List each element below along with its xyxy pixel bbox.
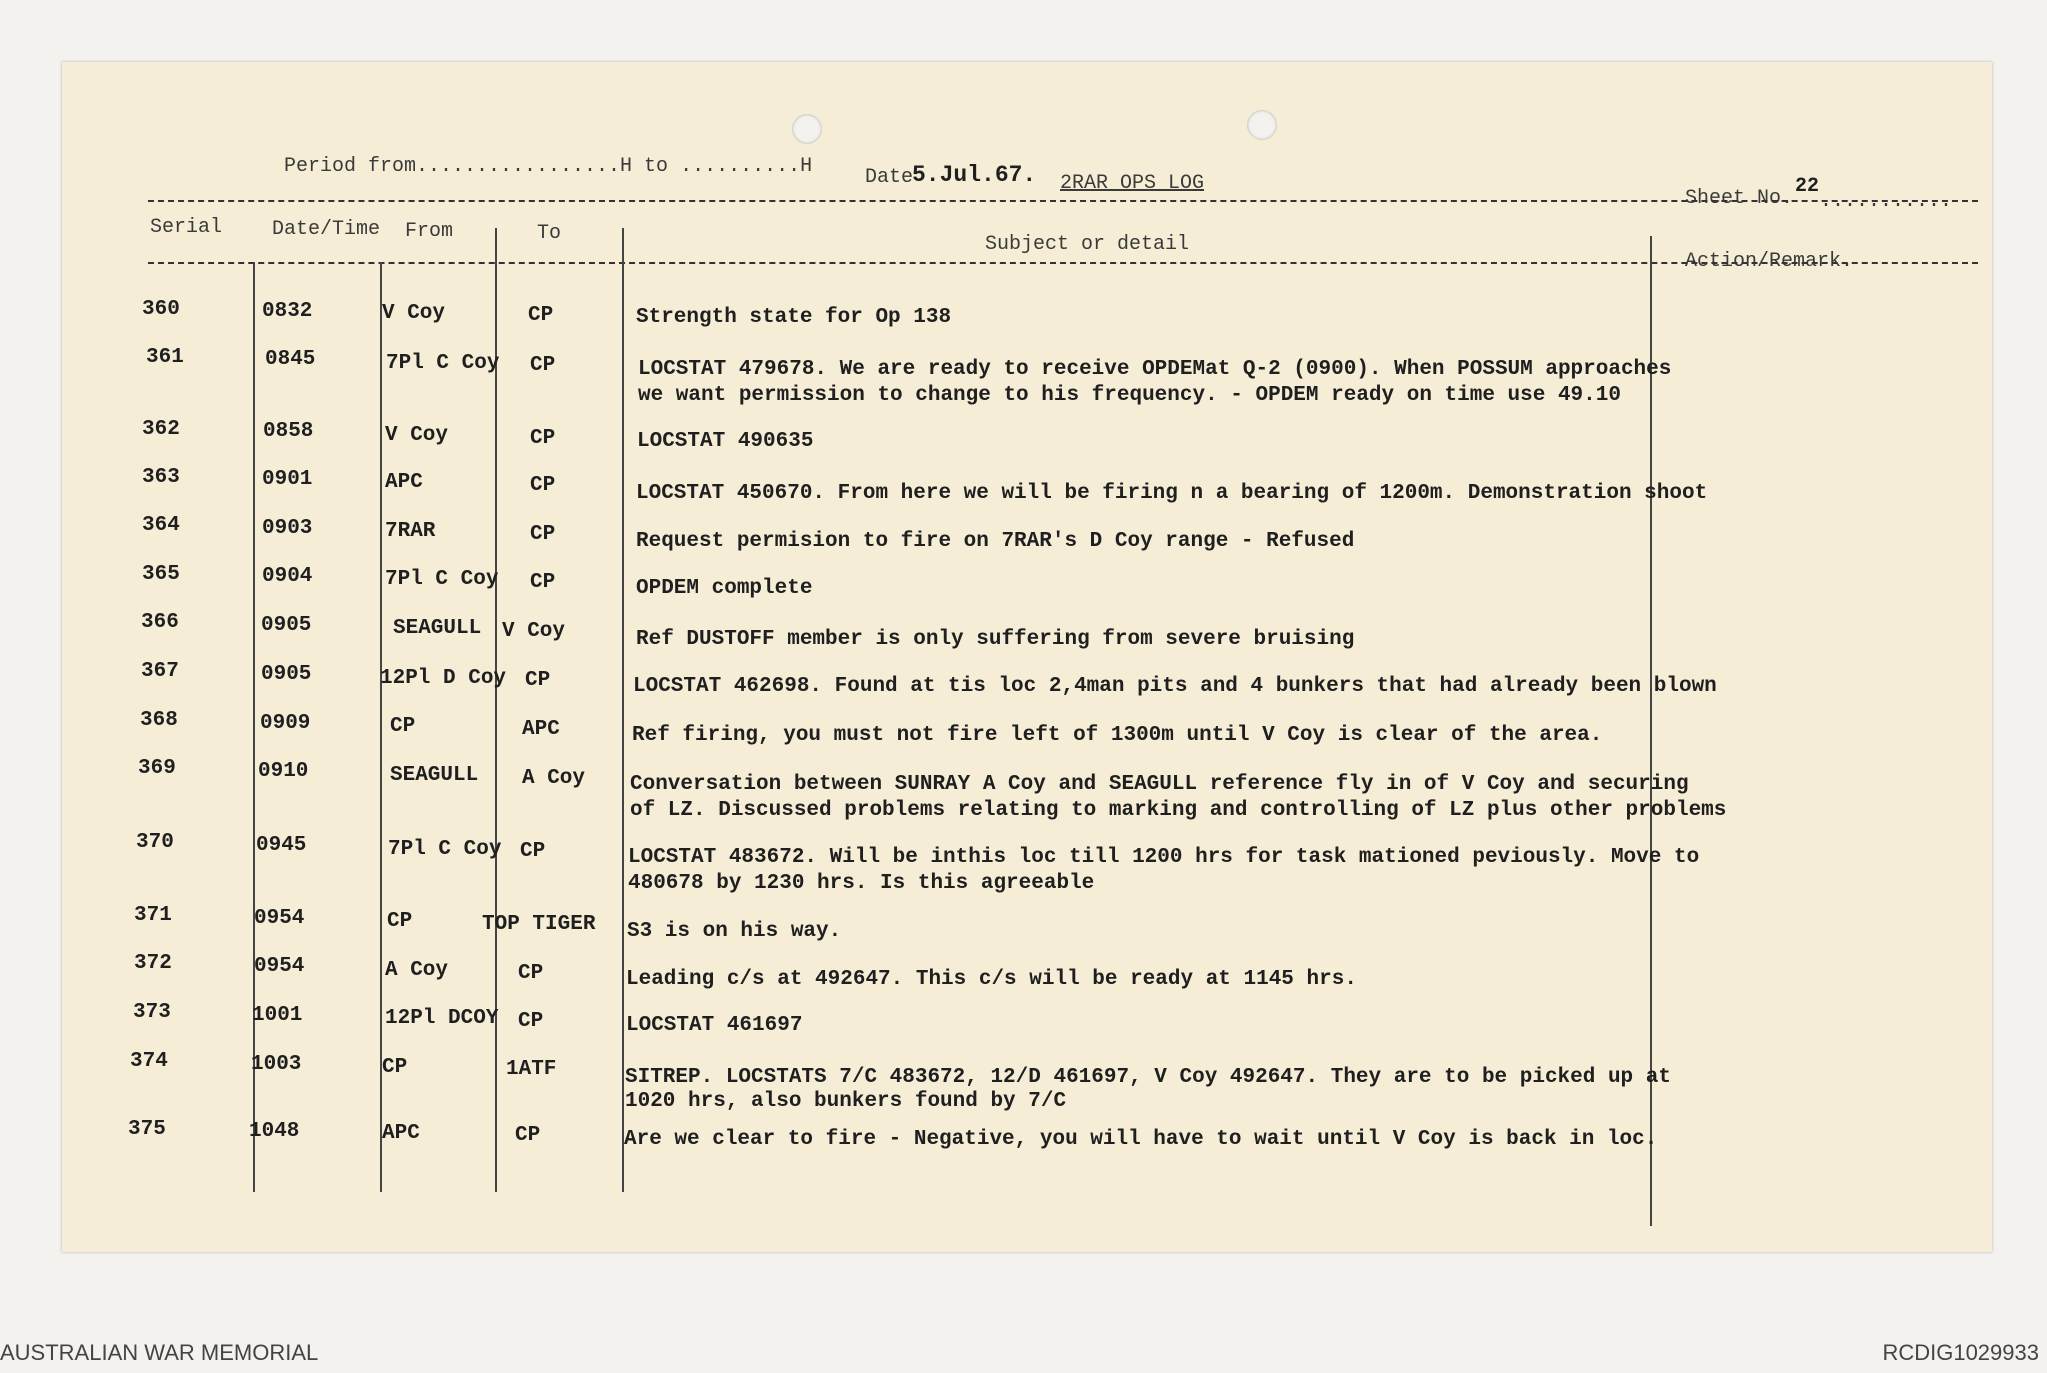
serial: 372 [134,952,172,975]
col-subject: Subject or detail [985,233,1190,256]
serial: 367 [141,660,179,683]
date-value: 5.Jul.67. [912,162,1037,188]
to: TOP TIGER [482,913,596,936]
to: CP [530,427,556,450]
detail-line: LOCSTAT 490635 [637,430,814,453]
from: CP [382,1056,408,1079]
to: CP [518,962,544,985]
to: CP [530,354,556,377]
serial: 363 [142,466,180,489]
time: 0858 [263,420,314,443]
serial: 374 [130,1050,168,1073]
from: V Coy [382,302,446,325]
sheet-label: Sheet No. [1685,187,1794,210]
detail-line: LOCSTAT 479678. We are ready to receive OPDEMat Q-2 (0900). When POSSUM approaches [638,358,1672,381]
detail-line: S3 is on his way. [627,920,842,943]
punch-hole-right [1247,110,1277,140]
detail-line: Ref DUSTOFF member is only suffering from severe bruising [636,628,1355,651]
time: 1003 [251,1053,302,1076]
from: 7Pl C Coy [388,838,502,861]
to: CP [520,840,546,863]
from: V Coy [385,424,449,447]
from: SEAGULL [390,764,479,787]
serial: 362 [142,418,180,441]
time: 0904 [262,565,313,588]
from: 7Pl C Coy [385,568,499,591]
from: CP [387,910,413,933]
detail-line: Leading c/s at 492647. This c/s will be ready at 1145 hrs. [626,968,1357,991]
serial: 364 [142,514,180,537]
divider-to [622,228,624,1192]
period-field: Period from.................H to ..........H [284,155,813,178]
to: CP [525,669,551,692]
from: CP [390,715,416,738]
from: APC [382,1122,420,1145]
serial: 361 [146,346,184,369]
to: CP [528,304,554,327]
from: 7Pl C Coy [386,352,500,375]
time: 0905 [261,663,312,686]
time: 0901 [262,468,313,491]
detail-line: Request permision to fire on 7RAR's D Coy range - Refused [636,530,1355,553]
col-serial: Serial [150,216,223,239]
detail-line: LOCSTAT 450670. From here we will be firing n a bearing of 1200m. Demonstration shoot [636,482,1708,505]
to: V Coy [502,620,566,643]
time: 0945 [256,834,307,857]
detail-line: OPDEM complete [636,577,813,600]
detail-line: Conversation between SUNRAY A Coy and SEAGULL reference fly in of V Coy and securing [630,773,1689,796]
from: APC [385,471,423,494]
to: CP [530,523,556,546]
time: 0954 [254,955,305,978]
footer-institution: AUSTRALIAN WAR MEMORIAL [0,1340,319,1365]
detail-line: of LZ. Discussed problems relating to marking and controlling of LZ plus other problems [630,799,1727,822]
punch-hole-left [792,114,822,144]
time: 0845 [265,348,316,371]
serial: 371 [134,904,172,927]
time: 0954 [254,907,305,930]
time: 0905 [261,614,312,637]
to: A Coy [522,767,586,790]
to: 1ATF [506,1058,557,1081]
from: 12Pl DCOY [385,1007,499,1030]
divider-time [380,262,382,1192]
col-to: To [537,222,562,245]
detail-line: LOCSTAT 462698. Found at tis loc 2,4man pits and 4 bunkers that had already been blown [633,675,1717,698]
time: 0910 [258,760,309,783]
to: CP [530,474,556,497]
serial: 368 [140,709,178,732]
detail-line: SITREP. LOCSTATS 7/C 483672, 12/D 461697, V Coy 492647. They are to be picked up at [625,1066,1671,1089]
serial: 369 [138,757,176,780]
detail-line: LOCSTAT 461697 [626,1014,803,1037]
from: 7RAR [385,520,436,543]
col-from: From [405,220,454,243]
detail-line: Ref firing, you must not fire left of 1300m until V Coy is clear of the area. [632,724,1603,747]
serial: 375 [128,1118,166,1141]
detail-line: Strength state for Op 138 [636,306,952,329]
header-rule-bottom [148,262,1978,264]
serial: 365 [142,563,180,586]
serial: 370 [136,831,174,854]
detail-line: LOCSTAT 483672. Will be inthis loc till 1200 hrs for task mationed peviously. Move to [628,846,1700,869]
to: APC [522,718,560,741]
time: 1048 [249,1120,300,1143]
serial: 373 [133,1001,171,1024]
to: CP [518,1010,544,1033]
time: 0832 [262,300,313,323]
log-title: 2RAR OPS LOG [1060,172,1205,195]
serial: 360 [142,298,180,321]
header-rule-top [148,200,1978,202]
to: CP [515,1124,541,1147]
time: 1001 [252,1004,303,1027]
detail-line: we want permission to change to his frequency. - OPDEM ready on time use 49.10 [638,384,1621,407]
footer-id: RCDIG1029933 [1882,1340,2039,1365]
date-label: Date [865,166,914,189]
detail-line: 480678 by 1230 hrs. Is this agreeable [628,872,1095,895]
from: A Coy [385,959,449,982]
sheet-dots: ........... [1820,190,1953,213]
time: 0903 [262,517,313,540]
from: SEAGULL [393,617,482,640]
to: CP [530,571,556,594]
detail-line: 1020 hrs, also bunkers found by 7/C [625,1090,1067,1113]
time: 0909 [260,712,311,735]
col-action: Action/Remark. [1685,250,1854,273]
detail-line: Are we clear to fire - Negative, you will have to wait until V Coy is back in loc. [624,1128,1658,1151]
col-datetime: Date/Time [272,218,381,241]
serial: 366 [141,611,179,634]
sheet-number: 22 [1795,175,1820,198]
from: 12Pl D Coy [380,667,507,690]
